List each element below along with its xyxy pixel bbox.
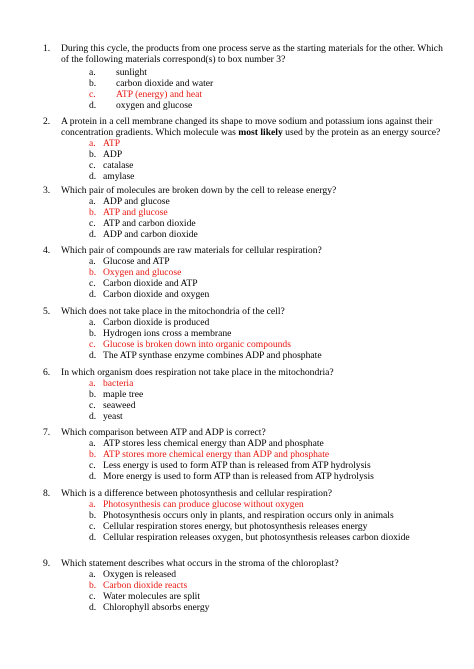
option-letter: a. — [89, 138, 96, 149]
option-d — [0, 171, 474, 182]
option-a — [0, 256, 474, 267]
option-a — [0, 569, 474, 580]
option-a-correct — [0, 378, 474, 389]
option-text: Carbon dioxide and ATP — [103, 278, 198, 289]
question-text: During this cycle, the products from one process serve as the starting materials for the other. Which of the following materials correspond(s) to box number 3? — [61, 43, 443, 65]
option-text: oxygen and glucose — [116, 100, 193, 111]
option-text: ATP and carbon dioxide — [103, 218, 196, 229]
options-list — [0, 138, 474, 182]
option-b-correct — [0, 267, 474, 278]
option-letter: c. — [89, 89, 96, 100]
question-number: 1. — [43, 43, 51, 54]
question-text: Which is a difference between photosynthesis and cellular respiration? — [61, 488, 333, 499]
option-text: ADP and carbon dioxide — [103, 229, 198, 240]
option-text: Glucose is broken down into organic compounds — [103, 339, 291, 350]
option-text: seaweed — [103, 400, 136, 411]
option-a — [0, 438, 474, 449]
option-letter: a. — [89, 256, 96, 267]
option-letter: b. — [89, 328, 97, 339]
option-letter: c. — [89, 278, 96, 289]
question-number: 6. — [43, 367, 51, 378]
option-text: ATP stores less chemical energy than ADP and phosphate — [103, 438, 324, 449]
option-letter: d. — [89, 289, 97, 300]
options-list — [0, 378, 474, 422]
question-text: Which pair of molecules are broken down by the cell to release energy? — [61, 185, 337, 196]
option-letter: b. — [89, 149, 97, 160]
option-letter: d. — [89, 602, 97, 613]
option-letter: d. — [89, 350, 97, 361]
option-letter: b. — [89, 389, 97, 400]
option-text: ADP — [103, 149, 123, 160]
question-text-end: used by the protein as an energy source? — [282, 127, 441, 138]
option-letter: d. — [89, 100, 97, 111]
option-text: The ATP synthase enzyme combines ADP and phosphate — [103, 350, 322, 361]
option-text: Chlorophyll absorbs energy — [103, 602, 210, 613]
option-letter: a. — [89, 499, 96, 510]
option-letter: a. — [89, 569, 96, 580]
question-text: Which pair of compounds are raw materials for cellular respiration? — [61, 245, 322, 256]
option-d — [0, 411, 474, 422]
option-text: catalase — [103, 160, 134, 171]
option-b — [0, 510, 474, 521]
option-letter: b. — [89, 267, 97, 278]
option-text: Carbon dioxide is produced — [103, 317, 210, 328]
options-list — [0, 438, 474, 482]
option-c — [0, 591, 474, 602]
option-a — [0, 67, 474, 78]
option-c-correct — [0, 339, 474, 350]
option-letter: d. — [89, 532, 97, 543]
question-text-start: A protein in a cell membrane changed its shape to move sodium and potassium ions against their concentration gradients. Which molecule was — [61, 116, 433, 138]
option-letter: c. — [89, 160, 96, 171]
option-text: ATP — [103, 138, 121, 149]
option-a — [0, 196, 474, 207]
option-letter: c. — [89, 400, 96, 411]
option-d — [0, 100, 474, 111]
option-d — [0, 289, 474, 300]
options-list — [0, 499, 474, 543]
option-text: bacteria — [103, 378, 134, 389]
options-list — [0, 67, 474, 111]
option-letter: c. — [89, 218, 96, 229]
question-number: 5. — [43, 306, 51, 317]
option-letter: b. — [89, 78, 97, 89]
option-letter: a. — [89, 67, 96, 78]
option-c-correct — [0, 89, 474, 100]
option-text: ADP and glucose — [103, 196, 170, 207]
option-c — [0, 218, 474, 229]
option-text: ATP stores more chemical energy than ADP and phosphate — [103, 449, 330, 460]
option-letter: b. — [89, 510, 97, 521]
option-text: Photosynthesis can produce glucose without oxygen — [103, 499, 304, 510]
option-letter: c. — [89, 591, 96, 602]
options-list — [0, 256, 474, 300]
question-number: 7. — [43, 427, 51, 438]
option-a — [0, 317, 474, 328]
option-b — [0, 149, 474, 160]
option-text: Water molecules are split — [103, 591, 200, 602]
option-text: Photosynthesis occurs only in plants, and respiration occurs only in animals — [103, 510, 394, 521]
option-text: ATP and glucose — [103, 207, 168, 218]
option-c — [0, 400, 474, 411]
options-list — [0, 196, 474, 240]
option-letter: a. — [89, 438, 96, 449]
question-text — [61, 116, 453, 138]
option-text: maple tree — [103, 389, 144, 400]
options-list — [0, 569, 474, 613]
option-letter: b. — [89, 580, 97, 591]
question-text: Which statement describes what occurs in the stroma of the chloroplast? — [61, 558, 339, 569]
option-d — [0, 350, 474, 361]
question-text: Which comparison between ATP and ADP is correct? — [61, 427, 266, 438]
option-letter: d. — [89, 411, 97, 422]
option-text: sunlight — [116, 67, 147, 78]
question-number: 4. — [43, 245, 51, 256]
option-letter: c. — [89, 521, 96, 532]
option-text: Cellular respiration stores energy, but photosynthesis releases energy — [103, 521, 368, 532]
option-text: Hydrogen ions cross a membrane — [103, 328, 232, 339]
option-b-correct — [0, 449, 474, 460]
question-text: In which organism does respiration not take place in the mitochondria? — [61, 367, 334, 378]
option-d — [0, 229, 474, 240]
option-letter: d. — [89, 171, 97, 182]
option-text: carbon dioxide and water — [116, 78, 214, 89]
option-b-correct — [0, 207, 474, 218]
option-text: Glucose and ATP — [103, 256, 170, 267]
option-d — [0, 471, 474, 482]
option-d — [0, 602, 474, 613]
question-text: Which does not take place in the mitochondria of the cell? — [61, 306, 285, 317]
option-letter: a. — [89, 378, 96, 389]
option-letter: a. — [89, 196, 96, 207]
option-b-correct — [0, 580, 474, 591]
option-letter: c. — [89, 460, 96, 471]
option-b — [0, 389, 474, 400]
option-a-correct — [0, 499, 474, 510]
question-number: 8. — [43, 488, 51, 499]
option-text: Less energy is used to form ATP than is released from ATP hydrolysis — [103, 460, 371, 471]
option-letter: a. — [89, 317, 96, 328]
emphasis-text: most likely — [238, 127, 283, 138]
option-text: Carbon dioxide reacts — [103, 580, 188, 591]
option-b — [0, 328, 474, 339]
option-letter: d. — [89, 471, 97, 482]
option-c — [0, 521, 474, 532]
option-c — [0, 460, 474, 471]
option-b — [0, 78, 474, 89]
option-letter: b. — [89, 207, 97, 218]
question-number: 2. — [43, 116, 51, 127]
option-d — [0, 532, 474, 543]
question-number: 3. — [43, 185, 51, 196]
options-list — [0, 317, 474, 361]
option-letter: c. — [89, 339, 96, 350]
option-c — [0, 278, 474, 289]
option-text: yeast — [103, 411, 123, 422]
option-text: Carbon dioxide and oxygen — [103, 289, 210, 300]
option-text: Oxygen and glucose — [103, 267, 182, 278]
option-text: Oxygen is released — [103, 569, 176, 580]
question-number: 9. — [43, 558, 51, 569]
option-letter: b. — [89, 449, 97, 460]
option-a-correct — [0, 138, 474, 149]
option-text: More energy is used to form ATP than is released from ATP hydrolysis — [103, 471, 374, 482]
option-c — [0, 160, 474, 171]
option-text: amylase — [103, 171, 135, 182]
option-text: Cellular respiration releases oxygen, but photosynthesis releases carbon dioxide — [103, 532, 410, 543]
option-text: ATP (energy) and heat — [116, 89, 203, 100]
option-letter: d. — [89, 229, 97, 240]
